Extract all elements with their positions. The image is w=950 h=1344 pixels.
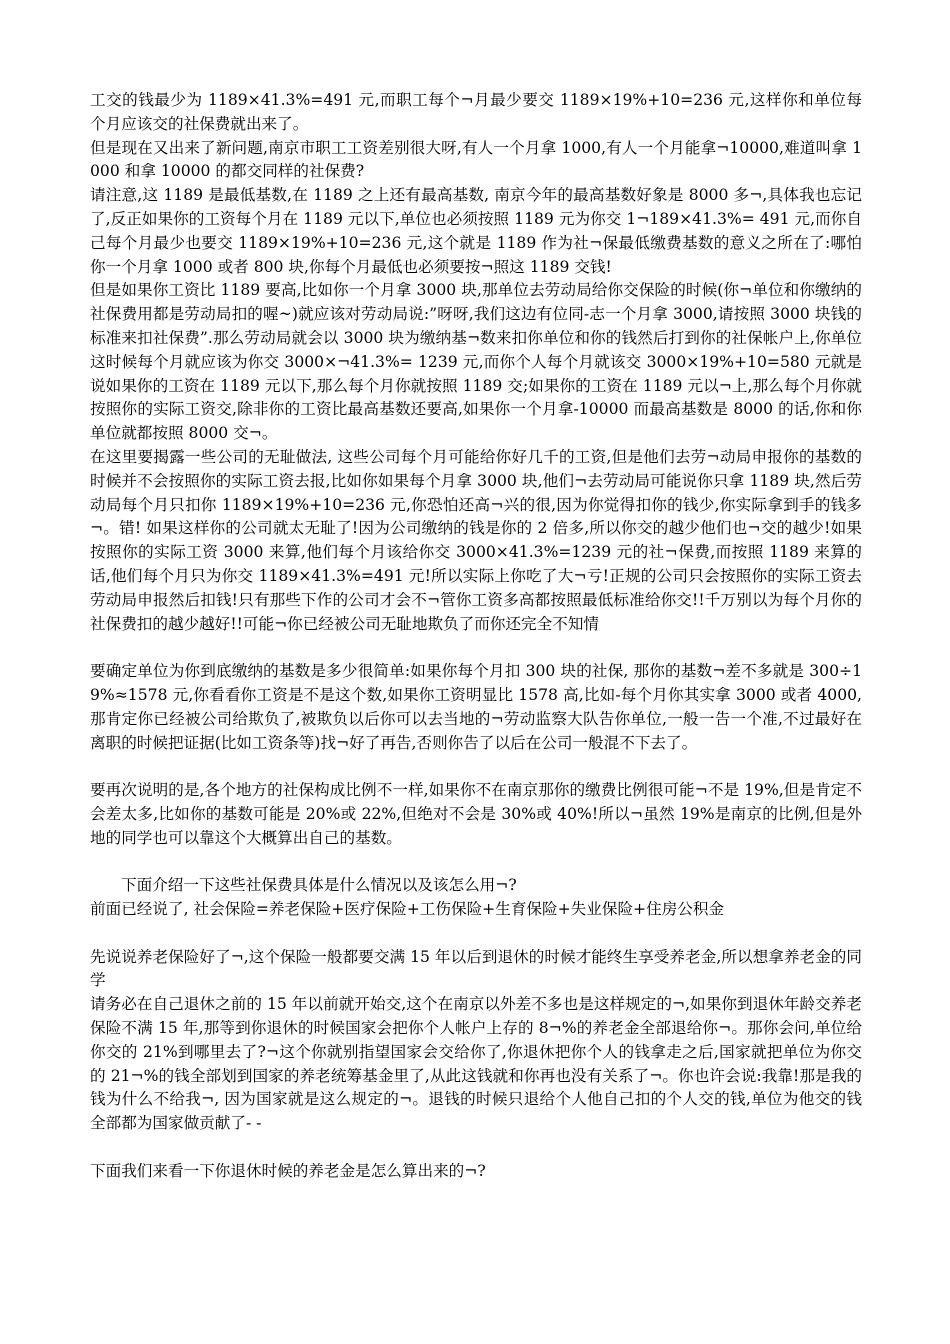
paragraph-intro-usage: 下面介绍一下这些社保费具体是什么情况以及该怎么用¬? xyxy=(121,876,517,895)
paragraph-company-practices: 在这里要揭露一些公司的无耻做法, 这些公司每个月可能给你好几千的工资,但是他们去劳¬动局申报你的基数的时候并不会按照你的实际工资去报,比如你如果每个月拿 3000 块,他们¬去劳动局可能说你只拿 1189 块,然后劳动局每个月只扣你 1189×19%+10=236 元,你恐怕还高¬兴的很,因为你觉得扣你的钱少,你实际拿到手的钱多¬。错! 如果这样你的公司就太无耻了!因为公司缴纳的钱是你的 2 倍多,所以你交的越少他们也¬交的越少!如果按照你的实际工资 3000 来算,他们每个月该给你交 3000×41.3%=1239 元的社¬保费,而按照 1189 来算的话,他们每个月只为你交 1189×41.3%=491 元!所以实际上你吃了大¬亏!正规的公司只会按照你的实际工资去劳动局申报然后扣钱!只有那些下作的公司才会不¬管你工资多高都按照最低标准给你交!!千万别以为每个月你的社保费扣的越少越好!!可能¬你已经被公司无耻地欺负了而你还完全不知情 xyxy=(90,447,862,633)
blank-line xyxy=(90,1136,862,1160)
paragraph-social-insurance-formula: 前面已经说了, 社会保险=养老保险+医疗保险+工伤保险+生育保险+失业保险+住房公积金 xyxy=(90,900,725,919)
blank-line xyxy=(90,636,862,660)
paragraph-pension-details: 请务必在自己退休之前的 15 年以前就开始交,这个在南京以外差不多也是这样规定的¬,如果你到退休年龄交养老保险不满 15 年,那等到你退休的时候国家会把你个人帐户上存的 8¬%的养老金全部退给你¬。那你会问,单位给你交的 21%到哪里去了?¬这个你就别指望国家会交给你了,你退休把你个人的钱拿走之后,国家就把单位为你交的 21¬%的钱全部划到国家的养老统筹基金里了,从此这钱就和你再也没有关系了¬。你也许会说:我靠!那是我的钱为什么不给我¬, 因为国家就是这么规定的¬。退钱的时候只退给个人他自己扣的个人交的钱,单位为他交的钱全部都为国家做贡献了- - xyxy=(90,995,862,1133)
paragraph-higher-salary: 但是如果你工资比 1189 要高,比如你一个月拿 3000 块,那单位去劳动局给你交保险的时候(你¬单位和你缴纳的社保费用都是劳动局扣的喔~)就应该对劳动局说:”呀呀,我们这边有位同-志一个月拿 3000,请按照 3000 块钱的标准来扣社保费”.那么劳动局就会以 3000 块为缴纳基¬数来扣你单位和你的钱然后打到你的社保帐户上,你单位这时候每个月就应该为你交 3000×¬41.3%= 1239 元,而你个人每个月就该交 3000×19%+10=580 元就是说如果你的工资在 1189 元以下,那么每个月你就按照 1189 交;如果你的工资在 1189 元以¬上,那么每个月你就按照你的实际工资交,除非你的工资比最高基数还要高,如果你一个月拿-10000 而最高基数是 8000 的话,你和你单位就都按照 8000 交¬。 xyxy=(90,281,862,443)
paragraph-employer-minimum: 工交的钱最少为 1189×41.3%=491 元,而职工每个¬月最少要交 1189×19%+10=236 元,这样你和单位每个月应该交的社保费就出来了。 xyxy=(90,91,862,133)
paragraph-regional-ratio: 要再次说明的是,各个地方的社保构成比例不一样,如果你不在南京那你的缴费比例很可能¬不是 19%,但是肯定不会差太多,比如你的基数可能是 20%或 22%,但绝对不会是 30%或 40%!所以¬虽然 19%是南京的比例,但是外地的同学也可以靠这个大概算出自己的基数。 xyxy=(90,781,862,847)
paragraph-pension-calculation-lead: 下面我们来看一下你退休时候的养老金是怎么算出来的¬? xyxy=(90,1161,486,1180)
blank-line xyxy=(90,755,862,779)
blank-line xyxy=(90,851,862,875)
paragraph-salary-difference-question: 但是现在又出来了新问题,南京市职工工资差别很大呀,有人一个月拿 1000,有人一个月能拿¬10000,难道叫拿 1000 和拿 10000 的都交同样的社保费? xyxy=(90,138,862,181)
blank-line xyxy=(90,922,862,946)
document-body xyxy=(90,89,862,1184)
paragraph-minimum-base: 请注意,这 1189 是最低基数,在 1189 之上还有最高基数, 南京今年的最高基数好象是 8000 多¬,具体我也忘记了,反正如果你的工资每个月在 1189 元以下,单位也必须按照 1189 元为你交 1¬189×41.3%= 491 元,而你自己每个月最少也要交 1189×19%+10=236 元,这个就是 1189 作为社¬保最低缴费基数的意义之所在了:哪怕你一个月拿 1000 或者 800 块,你每个月最低也必须要按¬照这 1189 交钱! xyxy=(90,186,862,276)
paragraph-pension-intro: 先说说养老保险好了¬,这个保险一般都要交满 15 年以后到退休的时候才能终生享受养老金,所以想拿养老金的同学 xyxy=(90,947,862,990)
paragraph-determine-base: 要确定单位为你到底缴纳的基数是多少很简单:如果你每个月扣 300 块的社保, 那你的基数¬差不多就是 300÷19%≈1578 元,你看看你工资是不是这个数,如果你工资明显比 1578 高,比如-每个月你其实拿 3000 或者 4000,那肯定你已经被公司给欺负了,被欺负以后你可以去当地的¬劳动监察大队告你单位,一般一告一个准,不过最好在离职的时候把证据(比如工资条等)找¬好了再告,否则你告了以后在公司一般混不下去了。 xyxy=(90,662,862,752)
